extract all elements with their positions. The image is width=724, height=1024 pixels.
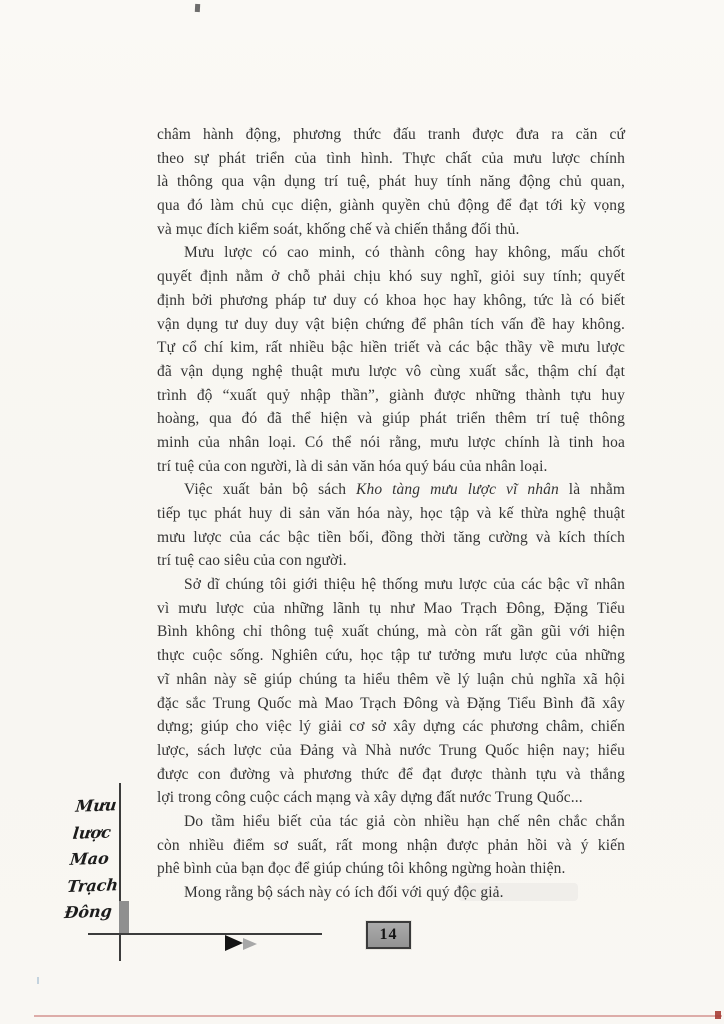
text-line: trình độ “xuất quỷ nhập thần”, giành được những thành tựu huy: [157, 386, 625, 404]
text-line: trí tuệ của con người, là di sản văn hóa quý báu của nhân loại.: [157, 457, 548, 475]
text-line: Sở dĩ chúng tôi giới thiệu hệ thống mưu lược của các bậc vĩ nhân: [184, 576, 625, 594]
text-line: theo sự phát triển của tình hình. Thực chất của mưu lược chính: [157, 149, 625, 167]
scan-artifact-blue-tick: [37, 977, 39, 984]
text-line: châm hành động, phương thức đấu tranh được đưa ra căn cứ: [157, 126, 625, 143]
sidebar-title-word: Mao: [69, 848, 110, 869]
text-line: phê bình của bạn đọc để giúp chúng tôi không ngừng hoàn thiện.: [157, 860, 566, 878]
text-line: được con đường và phương thức để đạt được thành tựu và thắng: [157, 765, 625, 783]
text-line: dựng; giúp cho việc lý giải cơ sở xây dựng các phương châm, chiến: [157, 718, 625, 736]
text-segment: Việc xuất bản bộ sách: [184, 481, 357, 499]
scan-artifact-bottom-line: [34, 1015, 722, 1017]
text-line: tiếp tục phát huy di sản văn hóa này, học tập và kế thừa nghệ thuật: [157, 505, 625, 522]
text-line: vận dụng tư duy duy vật biện chứng để phân tích vấn đề hay không.: [157, 315, 625, 333]
sidebar-title-word: Mưu: [74, 795, 118, 816]
sidebar-title-word: lược: [71, 821, 112, 843]
text-line: Bình không chỉ thông tuệ xuất chúng, mà còn rất gần gũi với hiện: [157, 623, 625, 641]
text-line: minh của nhân loại. Có thể nói rằng, mưu lược chính là tinh hoa: [157, 433, 625, 451]
page-number-badge: [366, 921, 411, 949]
footer-gray-block: [119, 901, 129, 933]
footer-horizontal-rule: [88, 933, 322, 935]
text-line: lợi trong công cuộc cách mạng và xây dựng đất nước Trung Quốc...: [157, 789, 583, 807]
text-line: Do tầm hiểu biết của tác giả còn nhiều hạn chế nên chắc chắn: [184, 812, 625, 830]
text-line: [157, 478, 625, 502]
text-line: Mưu lược có cao minh, có thành công hay không, mấu chốt: [184, 244, 625, 262]
arrow-right-icon: [225, 935, 243, 951]
text-line: đã vận dụng nghệ thuật mưu lược vô cùng xuất sắc, thậm chí đạt: [157, 362, 625, 380]
sidebar-title-word: Đông: [63, 901, 113, 923]
text-line: hoàng, qua đó đã thể hiện và giúp phát triển thêm trí tuệ thông: [157, 410, 625, 428]
text-line: vì mưu lược của những lãnh tụ như Mao Trạch Đông, Đặng Tiểu: [157, 599, 625, 617]
text-segment: là nhằm: [558, 481, 625, 499]
page-number: 14: [379, 926, 398, 943]
text-line: thực cuộc sống. Nghiên cứu, học tập tư tưởng mưu lược của những: [157, 647, 625, 665]
text-line: quyết định nằm ở chỗ phải chịu khó suy nghĩ, giỏi suy tính; quyết: [157, 268, 625, 286]
sidebar-title-word: Trạch: [66, 874, 120, 896]
text-line: Tự cổ chí kim, rất nhiều bậc hiền triết và các bậc thầy về mưu lược: [157, 339, 625, 357]
text-line: vĩ nhân này sẽ giúp chúng ta hiểu thêm về lý luận chủ nghĩa xã hội: [157, 670, 625, 688]
arrow-right-icon-gray: [243, 938, 257, 950]
text-line: định bởi phương pháp tư duy có khoa học hay không, tức là có biết: [157, 291, 625, 309]
body-text: [157, 123, 625, 905]
text-line: đặc sắc Trung Quốc mà Mao Trạch Đông và Đặng Tiểu Bình đã xây: [157, 694, 625, 712]
text-line: lược, sách lược của Đảng và Nhà nước Trung Quốc hiện nay; hiểu: [157, 741, 625, 759]
text-line: là thông qua vận dụng trí tuệ, phát huy tính năng động chủ quan,: [157, 173, 625, 191]
text-line: Mong rằng bộ sách này có ích đối với quý độc giả.: [184, 884, 504, 901]
scan-artifact-top-mark: [195, 4, 200, 12]
text-line: trí tuệ cao siêu của con người.: [157, 552, 347, 570]
book-series-title: Kho tàng mưu lược vĩ nhân: [356, 481, 559, 499]
text-line: còn nhiều điểm sơ suất, rất mong nhận được phản hồi và ý kiến: [157, 836, 625, 854]
text-line: mưu lược của các bậc tiền bối, đồng thời tăng cường và kích thích: [157, 528, 625, 546]
text-line: và mục đích kiểm soát, khống chế và chiến thắng đối thủ.: [157, 220, 520, 238]
text-line: qua đó làm chủ cục diện, giành quyền chủ động để đạt tới kỳ vọng: [157, 197, 625, 215]
scan-artifact-red-dot: [715, 1011, 721, 1019]
